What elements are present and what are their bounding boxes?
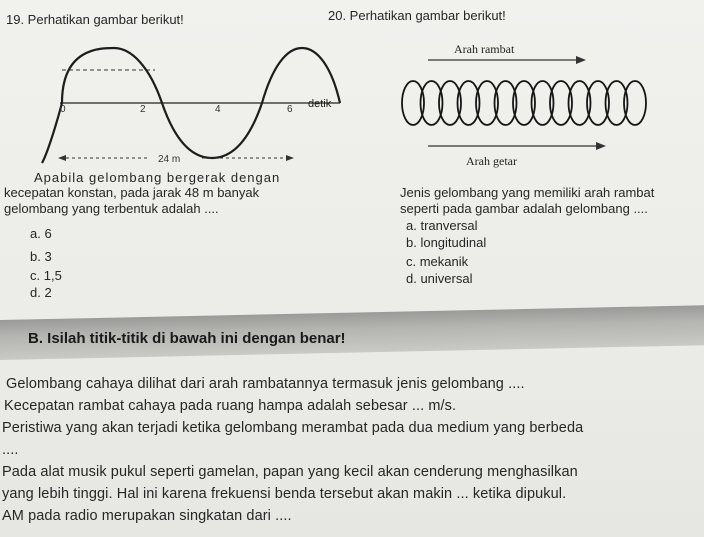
q19-question-line3: gelombang yang terbentuk adalah ....: [4, 201, 219, 216]
coil-spring: [402, 81, 646, 125]
section-b-line-1: Gelombang cahaya dilihat dari arah rambatannya termasuk jenis gelombang ....: [6, 376, 525, 392]
axis-unit-label: detik: [308, 98, 332, 110]
arrow-right-icon: [286, 155, 294, 161]
q20-option-a: a. tranversal: [406, 218, 478, 233]
arrow-left-icon: [58, 155, 66, 161]
tick-0: 0: [60, 104, 66, 115]
q20-spring-figure: [398, 38, 678, 172]
q20-question-line2: seperti pada gambar adalah gelombang ....: [400, 201, 648, 216]
section-b-line-4: ....: [2, 442, 19, 458]
section-b-title: B. Isilah titik-titik di bawah ini dengan benar!: [28, 330, 346, 347]
q19-option-a: a. 6: [30, 226, 52, 241]
q19-question-line1: Apabila gelombang bergerak dengan: [34, 170, 281, 185]
section-b-line-6: yang lebih tinggi. Hal ini karena frekuensi benda tersebut akan makin ... ketika dipukul.: [2, 486, 567, 502]
q19-question-line2: kecepatan konstan, pada jarak 48 m banyak: [4, 185, 260, 200]
tick-6: 6: [287, 104, 293, 115]
tick-2: 2: [140, 104, 146, 115]
q20-option-b: b. longitudinal: [406, 235, 487, 250]
tick-4: 4: [215, 104, 221, 115]
q20-question-line1: Jenis gelombang yang memiliki arah rambat: [400, 185, 655, 200]
q20-header: 20. Perhatikan gambar berikut!: [328, 8, 506, 23]
q19-option-b: b. 3: [30, 249, 52, 264]
vibration-arrow-icon: [596, 142, 606, 150]
section-b-line-3: Peristiwa yang akan terjadi ketika gelombang merambat pada dua medium yang berbeda: [2, 420, 584, 436]
q20-option-c: c. mekanik: [406, 254, 469, 269]
q19-option-d: d. 2: [30, 285, 52, 300]
wave-tail: [42, 103, 62, 163]
q20-option-d: d. universal: [406, 271, 473, 286]
section-b-line-5: Pada alat musik pukul seperti gamelan, papan yang kecil akan cenderung menghasilkan: [2, 464, 578, 480]
q19-header: 19. Perhatikan gambar berikut!: [6, 12, 184, 27]
distance-label: 24 m: [158, 154, 181, 165]
vibration-label: Arah getar: [466, 154, 517, 168]
section-b-line-2: Kecepatan rambat cahaya pada ruang hampa adalah sebesar ... m/s.: [4, 398, 457, 414]
propagation-label: Arah rambat: [454, 42, 515, 56]
q19-wave-figure: [40, 38, 360, 170]
section-b-line-7: AM pada radio merupakan singkatan dari ....: [2, 508, 292, 524]
propagation-arrow-icon: [576, 56, 586, 64]
q19-option-c: c. 1,5: [30, 268, 62, 283]
